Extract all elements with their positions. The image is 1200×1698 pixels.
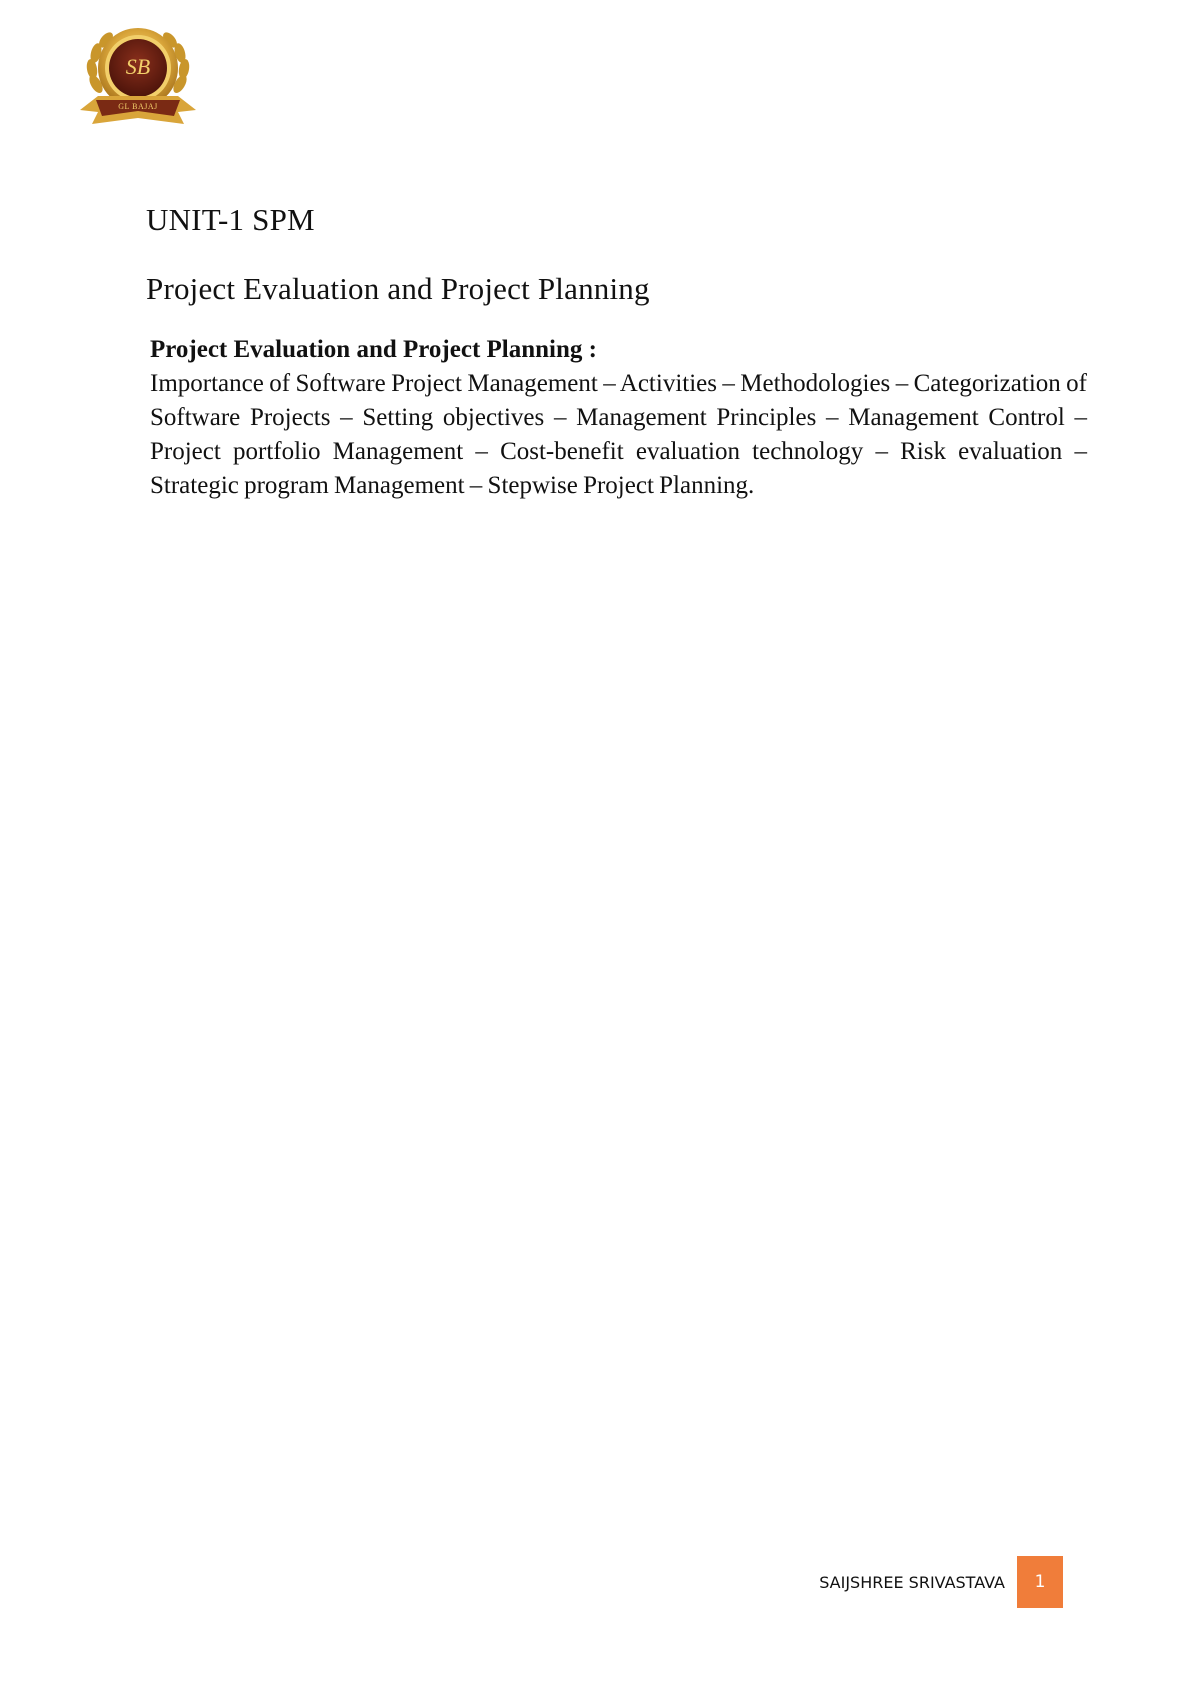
logo-monogram: SB [125,54,151,79]
chapter-title: Project Evaluation and Project Planning [146,271,650,306]
syllabus-section [150,333,1087,503]
page-number-badge: 1 [1017,1556,1063,1608]
college-logo [74,14,202,132]
syllabus-heading: Project Evaluation and Project Planning : [150,336,597,363]
unit-title: UNIT-1 SPM [146,202,315,237]
syllabus-body: Importance of Software Project Management – Activities – Methodologies – Categorization of Software Projects – Setting objectives – Management Principles – Management Control – Project portfolio Management – Cost-benefit evaluation technology – Risk evaluation – Strategic program Management – Stepwise Project Planning. [150,370,1087,499]
logo-ribbon-text: GL BAJAJ [118,102,158,111]
footer-author: SAIJSHREE SRIVASTAVA [819,1572,1005,1592]
page-footer [819,1556,1063,1608]
